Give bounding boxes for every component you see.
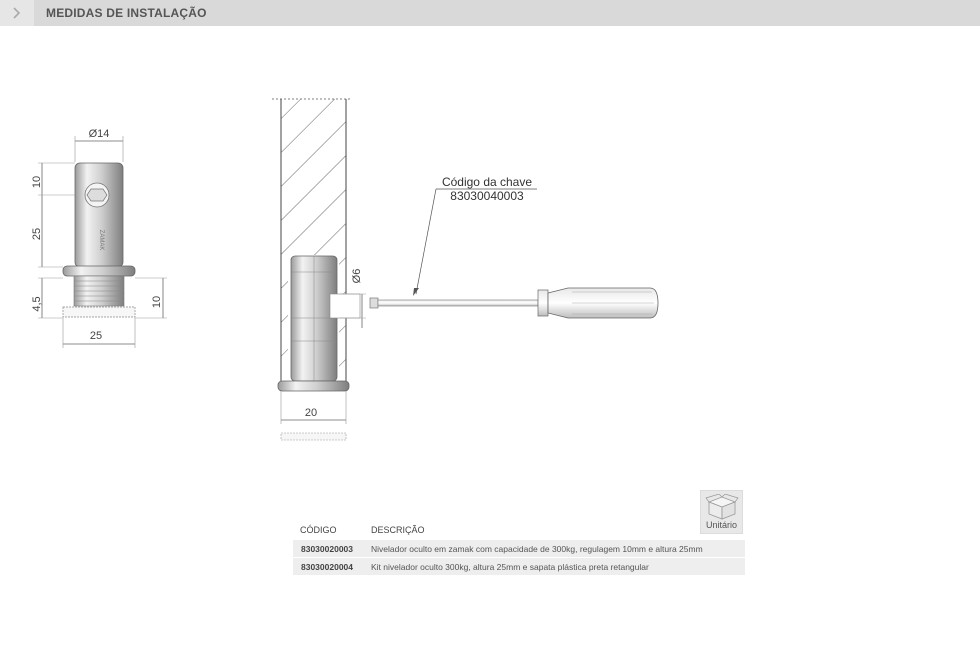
table-header [293,524,745,538]
row-desc: Kit nivelador oculto 300kg, altura 25mm e sapata plástica preta retangular [371,562,649,572]
installation-section-view [272,99,366,440]
dim-base-height: 4,5 [31,296,43,312]
row-desc: Nivelador oculto em zamak com capacidade de 300kg, regulagem 10mm e altura 25mm [371,544,703,554]
col-code-header: CÓDIGO [300,525,337,535]
table-row [293,558,745,575]
box-icon [705,494,739,520]
key-code: 83030040003 [450,189,524,203]
row-code: 83030020004 [301,562,354,572]
unit-badge-label: Unitário [705,520,737,530]
dim-width-20: 20 [304,407,318,419]
engraving-text: ZAMAK [98,229,104,251]
hex-key-tool [370,288,658,318]
chevron-right-icon [0,0,34,26]
dim-base-width: 25 [89,330,103,342]
dim-adjust-range: 10 [151,295,163,309]
row-code: 83030020003 [301,544,354,554]
dim-hex-height: 10 [31,175,43,189]
key-label: Código da chave [441,175,533,189]
dim-hole-6: Ø6 [351,268,363,284]
col-desc-header: DESCRIÇÃO [371,525,425,535]
leveler-side-view [31,128,167,348]
dim-body-height: 25 [31,227,43,241]
installation-drawing [0,26,980,486]
table-row [293,540,745,557]
dim-diameter-14: Ø14 [88,128,110,140]
section-header [0,0,980,26]
section-title: MEDIDAS DE INSTALAÇÃO [46,6,207,20]
